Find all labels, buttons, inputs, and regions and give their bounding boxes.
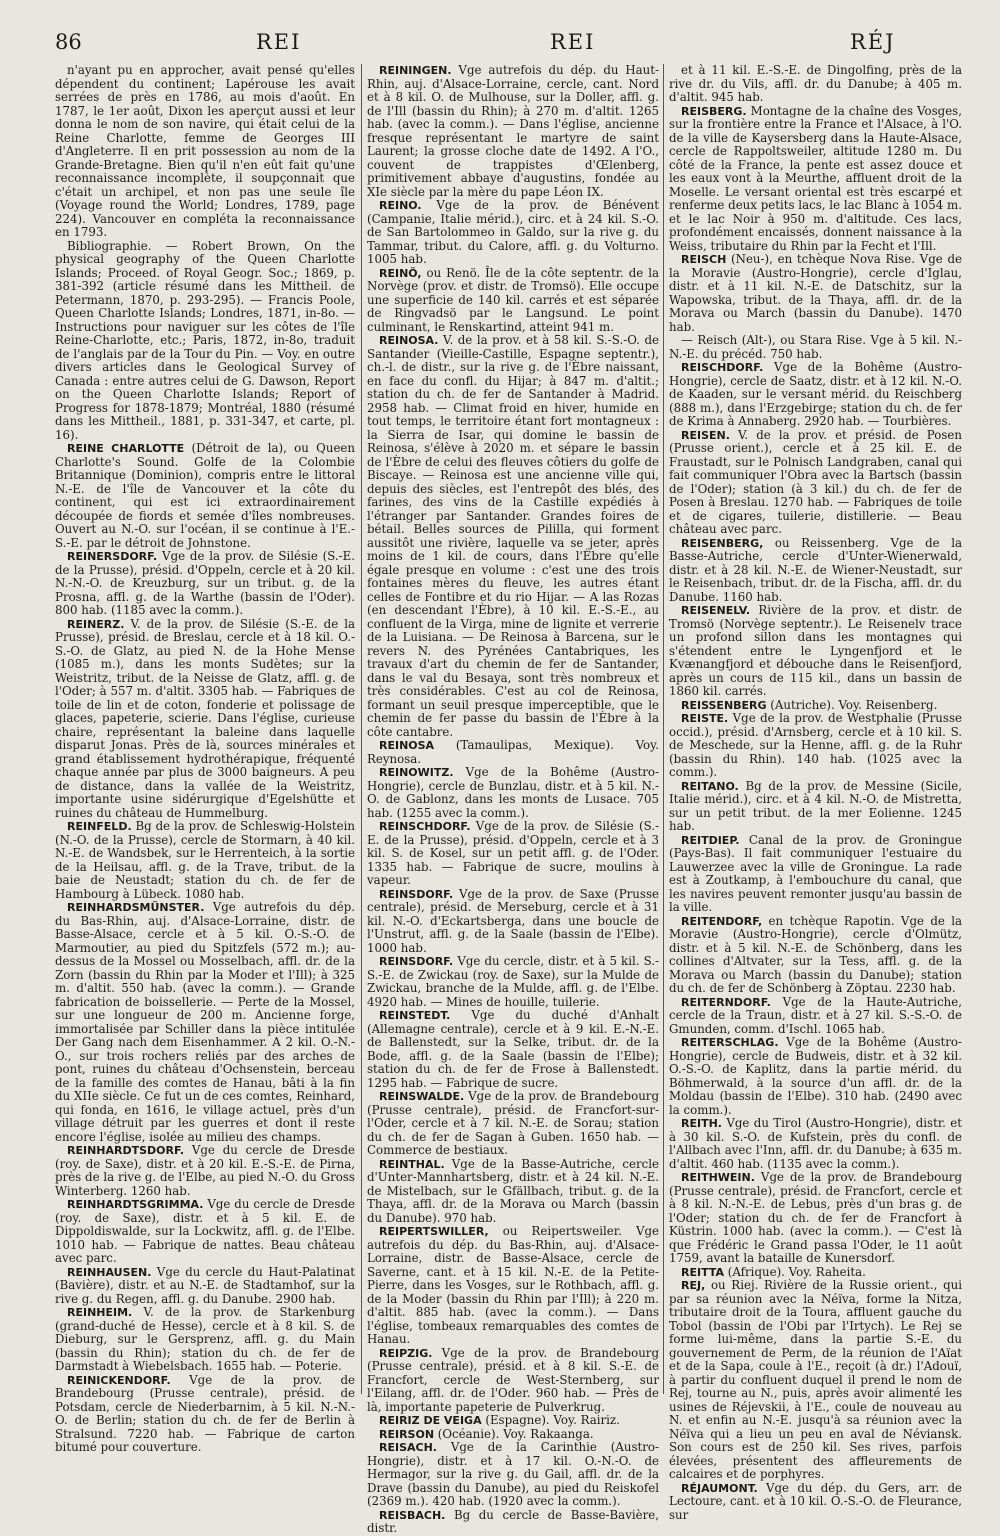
entry-headword: REISBACH. xyxy=(379,1508,446,1522)
dictionary-entry xyxy=(669,780,962,834)
entry-text: V. de la prov. et à 58 kil. S.-S.-O. de Santander (Vieille-Castille, Espagne septentr.), ch.-l. de distr., sur la rive g. de l'Èbre naissant, en face du confl. du Hijar; à 847 m. d'altit.; station du ch. de fer de Santander à Madrid. 2958 hab. — Climat froid en hiver, humide en tout temps, le territoire étant fort montagneux : la Sierra de Isar, qui domine le bassin de Reinosa, s'élève à 2020 m. et sépare le bassin de l'Èbre de celui des fleuves côtiers du golfe de Biscaye. — Reinosa est une ancienne ville qui, depuis des siècles, est l'entrepôt des blés, des farines, des vins de la Castille expédiés à l'étranger par Santander. Grandes foires de bétail. Belles sources de Pililla, qui forment aussitôt une rivière, laquelle va se jeter, après moins de 1 kil. de cours, dans l'Èbre qu'elle égale presque en volume : c'est une des trois fontaines mères du fleuve, les autres étant celles de Fontibre et du rio Hijar. — A las Rozas (en descendant l'Èbre), à 10 kil. E.-S.-E., au confluent de la Virga, mine de lignite et verrerie de la Luisiana. — De Reinosa à Barcena, sur le revers N. des Pyrénées Cantabriques, les travaux d'art du chemin de fer de Santander, dans le val du Besaya, sont très nombreux et très considérables. C'est au col de Reinosa, formant un seuil presque imperceptible, que le chemin de fer passe du bassin de l'Èbre à la côte cantabre. xyxy=(367,333,659,739)
dictionary-entry xyxy=(55,240,355,443)
dictionary-entry xyxy=(367,1009,659,1090)
entry-text: — Reisch (Alt-), ou Stara Rise. Vge à 5 kil. N.-N.-E. du précéd. 750 hab. xyxy=(669,333,962,361)
entry-headword: REINOSA xyxy=(379,739,435,752)
dictionary-entry xyxy=(367,766,659,820)
entry-headword: REINHARDTSGRIMMA. xyxy=(67,1198,204,1211)
entry-text: Vge de la prov. de Brandebourg (Prusse centrale), présid. et à 8 kil. S.-E. de Francfort, cercle de West-Sternberg, sur l'Eilang, affl. dr. de l'Oder. 960 hab. — Près de là, importante papeterie de Pulverkrug. xyxy=(367,1345,660,1414)
dictionary-entry xyxy=(367,334,659,739)
entry-headword: REISEN. xyxy=(681,428,730,442)
entry-headword: REINSDORF. xyxy=(379,955,454,968)
dictionary-entry xyxy=(367,199,659,267)
entry-headword: REITDIEP. xyxy=(681,833,740,847)
entry-headword: REITERNDORF. xyxy=(681,995,771,1009)
entry-headword: REISCHDORF. xyxy=(681,361,764,374)
entry-text: Vge du cercle de Dresde (roy. de Saxe), distr. et à 20 kil. E.-S.-E. de Pirna, près de la rive g. de l'Elbe, au pied N.-O. du Gross Winterberg. 1260 hab. xyxy=(55,1143,355,1198)
dictionary-entry xyxy=(55,64,355,240)
dictionary-entry xyxy=(669,1266,962,1280)
entry-headword: REITH. xyxy=(681,1117,722,1130)
entry-headword: REITERSCHLAG. xyxy=(681,1036,779,1049)
dictionary-entry xyxy=(367,64,659,199)
entry-text: (Tamaulipas, Mexique). Voy. Reynosa. xyxy=(367,738,660,766)
entry-text: Vge de la Basse-Autriche, cercle d'Unter-Mannhartsberg, distr. et à 24 kil. N.-E. de Mistelbach, sur le Gfällbach, tribut. g. de la Thaya, affl. dr. de la Morava ou March (bassin du Danube). 970 hab. xyxy=(367,1156,660,1225)
entry-text: (Autriche). Voy. Reisenberg. xyxy=(770,697,938,712)
dictionary-entry xyxy=(669,105,962,254)
dictionary-entry xyxy=(367,1509,659,1536)
column-right xyxy=(669,63,963,1522)
entry-headword: REINÖ, xyxy=(379,266,422,280)
entry-headword: RÉJAUMONT. xyxy=(681,1481,758,1495)
entry-text: n'ayant pu en approcher, avait pensé qu'elles dépendent du continent; Lapérouse les avait serrées de près en 1786, au mois d'août. En 1787, le 1er août, Dixon les aperçut aussi et leur donna le nom de son navire, qui était celui de la Reine Charlotte, femme de Georges III d'Angleterre. Il en prit possession au nom de la Grande-Bretagne. Bien qu'il n'en eût fait qu'une reconnaissance incomplète, il soupçonnait que c'était un archipel, et non pas une seule île (Voyage round the World; Londres, 1789, page 224). Vancouver en compléta la reconnaissance en 1793. xyxy=(55,63,355,239)
dictionary-entry xyxy=(367,1428,659,1442)
entry-headword: REISENBERG, xyxy=(681,536,764,550)
entry-headword: REIPZIG. xyxy=(379,1346,433,1360)
entry-text: ou Reipertsweiler. Vge autrefois du dép. du Bas-Rhin, auj. d'Alsace-Lorraine, distr. de Basse-Alsace, cercle de Saverne, cant. et à 15 kil. N.-E. de la Petite-Pierre, dans les Vosges, sur le Rothbach, affl. g. de la Moder (bassin du Rhin par l'Ill); à 220 m. d'altit. 885 hab. (avec la comm.). — Dans l'église, tombeaux remarquables des comtes de Hanau. xyxy=(367,1224,659,1346)
dictionary-entry xyxy=(669,1036,962,1117)
entry-headword: REINHARDSMÜNSTER. xyxy=(67,901,205,914)
entry-text: Bg de la prov. de Schleswig-Holstein (N.-O. de la Prusse), cercle de Stormarn, à 40 kil. N.-E. de Wandsbek, sur le Herrenteich, à la sortie de la Heilsau, affl. g. de la Trave, tribut. de la baie de Neustadt; station du ch. de fer de Hambourg à Lübeck. 1080 hab. xyxy=(55,819,355,901)
dictionary-entry xyxy=(55,618,355,821)
page-header xyxy=(55,30,950,60)
dictionary-entry xyxy=(367,1347,659,1415)
entry-text: Vge du Tirol (Austro-Hongrie), distr. et à 30 kil. S.-O. de Kufstein, près du confl. de l'Allbach avec l'Inn, affl. dr. du Danube; à 635 m. d'altit. 460 hab. (1135 avec la comm.). xyxy=(669,1116,962,1171)
dictionary-entry xyxy=(367,1441,659,1509)
entry-headword: REINSWALDE. xyxy=(379,1090,465,1103)
running-headword-right: RÉJ xyxy=(850,30,896,54)
dictionary-entry xyxy=(55,1144,355,1198)
dictionary-entry xyxy=(367,739,659,766)
entry-headword: REISACH. xyxy=(379,1441,437,1454)
entry-text: ou Renö. Île de la côte septentr. de la Norvège (prov. et distr. de Tromsö). Elle occupe une superficie de 140 kil. carrés et est séparée de Ringvadsö par le Langsund. Le point culminant, le Renskartind, atteint 941 m. xyxy=(367,265,660,334)
running-headword-left: REI xyxy=(256,30,302,54)
column-divider xyxy=(663,64,664,1394)
running-headword-center: REI xyxy=(550,30,596,54)
entry-headword: REINHAUSEN. xyxy=(67,1265,152,1279)
entry-headword: REISENELV. xyxy=(681,604,751,617)
dictionary-entry xyxy=(55,901,355,1144)
entry-text: Vge de la Bohême (Austro-Hongrie), cercle de Saatz, distr. et à 12 kil. N.-O. de Kaaden, sur le versant mérid. du Reischberg (888 m.), dans l'Erzgebirge; station du ch. de fer de Krima à Annaberg. 2920 hab. — Tourbières. xyxy=(669,360,963,428)
dictionary-entry xyxy=(55,1374,355,1455)
dictionary-entry xyxy=(367,267,659,335)
dictionary-entry xyxy=(367,820,659,888)
dictionary-entry xyxy=(367,955,659,1009)
entry-text: V. de la prov. de Starkenburg (grand-duché de Hesse), cercle et à 8 kil. S. de Dieburg, sur le Gersprenz, affl. g. du Main (bassin du Rhin); station du ch. de fer de Darmstadt à Wiebelsbach. 1655 hab. — Poterie. xyxy=(55,1305,356,1373)
entry-headword: REINO. xyxy=(379,199,422,212)
entry-text: Vge de la prov. de Brandebourg (Prusse centrale), présid. de Francfort-sur-l'Oder, cercle et à 7 kil. N.-E. de Sorau; station du ch. de fer de Sagan à Guben. 1650 hab. — Commerce de bestiaux. xyxy=(367,1089,660,1157)
dictionary-entry xyxy=(669,334,962,361)
entry-headword: REISBERG. xyxy=(681,104,747,118)
dictionary-entry xyxy=(669,1117,962,1171)
entry-headword: REITENDORF, xyxy=(681,914,763,928)
dictionary-entry xyxy=(669,834,962,915)
entry-headword: REINE CHARLOTTE xyxy=(67,442,185,455)
dictionary-entry xyxy=(367,888,659,956)
entry-text: ou Riej. Rivière de la Russie orient., qui par sa réunion avec la Néïva, forme la Nitza, tributaire droit de la Toura, affluent gauche du Tobol (bassin de l'Obi par l'Irtych). Le Rej se forme lui-même, dans la partie S.-E. du gouvernement de Perm, de la réunion de l'Aïat et de la Sapa, coule à l'E., reçoit (à dr.) l'Adouï, à partir du confluent duquel il prend le nom de Rej, tourne au N., puis, après avoir alimenté les usines de Réjevskii, à l'E., coule de nouveau au N. et enfin au N.-E. jusqu'à sa réunion avec la Néïva qui a lieu un peu en aval de Néviansk. Son cours est de 250 kil. Ses rives, parfois élevées, présentent des affleurements de calcaires et de porphyres. xyxy=(669,1278,962,1481)
dictionary-entry xyxy=(669,996,962,1037)
entry-headword: REITTA xyxy=(681,1265,724,1279)
entry-text: Vge du cercle de Dresde (roy. de Saxe), distr. et à 5 kil. E. de Dippoldiswalde, sur la Lockwitz, affl. g. de l'Elbe. 1010 hab. — Fabrique de nattes. Beau château avec parc. xyxy=(55,1197,355,1265)
dictionary-entry xyxy=(669,1482,962,1523)
dictionary-entry xyxy=(367,1158,659,1226)
entry-text: Vge du dép. du Gers, arr. de Lectoure, cant. et à 10 kil. O.-S.-O. de Fleurance, sur xyxy=(669,1480,962,1522)
column-divider xyxy=(361,64,362,1394)
entry-text: (Espagne). Voy. Rairiz. xyxy=(485,1413,620,1427)
entry-headword: REITHWEIN. xyxy=(681,1171,755,1184)
entry-headword: REIRIZ DE VEIGA xyxy=(379,1414,482,1427)
dictionary-entry xyxy=(669,915,962,996)
entry-text: (Neu-), en tchèque Nova Rise. Vge de la Moravie (Austro-Hongrie), cercle d'Iglau, distr. et à 11 kil. N.-E. de Datschitz, sur la Wapowska, tribut. de la Thaya, affl. dr. de la Morava ou March (bassin du Danube). 1470 hab. xyxy=(669,252,962,334)
dictionary-entry xyxy=(669,361,962,429)
entry-headword: REINSTEDT. xyxy=(379,1009,451,1022)
entry-headword: REISSENBERG xyxy=(681,698,767,712)
entry-headword: REINSDORF. xyxy=(379,887,454,901)
dictionary-entry xyxy=(55,1306,355,1374)
entry-text: V. de la prov. de Silésie (S.-E. de la Prusse), présid. de Breslau, cercle et à 18 kil. O.-S.-O. de Glatz, au pied N. de la Hohe Mense (1085 m.), dans les monts Sudètes; sur la Weistritz, tribut. de la Neisse de Glatz, affl. g. de l'Oder; à 557 m. d'altit. 3305 hab. — Fabriques de toile de lin et de coton, fonderie et polissage de glaces, papeterie, scierie. Dans l'église, curieuse chaire, représentant la baleine dans laquelle disparut Jonas. Près de là, sources minérales et grand établissement hydrothérapique, fréquenté chaque année par plus de 3000 baigneurs. A peu de distance, dans la vallée de la Weistritz, importante usine sidérurgique d'Egelshütte et ruines du château de Hummelburg. xyxy=(55,616,355,820)
entry-text: en tchèque Rapotin. Vge de la Moravie (Austro-Hongrie), cercle d'Olmütz, distr. et à 5 kil. N.-E. de Schönberg, dans les collines d'Altvater, sur la Tess, affl. g. de la Morava ou March (bassin du Danube); station du ch. de fer de Schönberg à Zöptau. 2230 hab. xyxy=(669,913,963,995)
dictionary-entry xyxy=(55,442,355,550)
entry-text: (Afrique). Voy. Raheita. xyxy=(727,1264,866,1279)
entry-headword: REINOWITZ. xyxy=(379,766,454,779)
entry-text: Vge de la prov. de Saxe (Prusse centrale), présid. de Merseburg, cercle et à 31 kil. N.-O. d'Eckartsberga, dans une boucle de l'Unstrut, affl. g. de la Saale (bassin de l'Elbe). 1000 hab. xyxy=(367,886,659,955)
entry-text: Bg du cercle de Basse-Bavière, distr. xyxy=(367,1507,659,1535)
entry-text: Vge de la prov. de Westphalie (Prusse occid.), présid. d'Arnsberg, cercle et à 10 kil. S. de Meschede, sur la Henne, affl. g. de la Ruhr (bassin du Rhin). 140 hab. (1025 avec la comm.). xyxy=(669,711,962,779)
entry-text: Vge de la prov. de Silésie (S.-E. de la Prusse), présid. d'Oppeln, cercle et à 20 kil. N.-N.-O. de Kreuzburg, sur un tribut. g. de la Prosna, affl. g. de la Warthe (bassin de l'Oder). 800 hab. (1185 avec la comm.). xyxy=(55,549,355,617)
entry-text: (Océanie). Voy. Rakaanga. xyxy=(437,1426,594,1441)
entry-text: Montagne de la chaîne des Vosges, sur la frontière entre la France et l'Alsace, à l'O. de la ville de Kaysersberg dans la Haute-Alsace, cercle de Rappoltsweiler, altitude 1280 m. Du côté de la France, la pente est assez douce et les eaux vont à la Meurthe, affluent droit de la Moselle. Le versant oriental est très escarpé et renferme deux petits lacs, le lac Blanc à 1054 m. et le lac Noir à 950 m. d'altitude. Ces lacs, profondément encaissés, donnent naissance à la Weiss, tributaire du Rhin par la Fecht et l'Ill. xyxy=(669,103,962,253)
dictionary-entry xyxy=(367,1414,659,1428)
dictionary-entry xyxy=(669,64,962,105)
entry-headword: REINHARDTSDORF. xyxy=(67,1144,185,1157)
entry-text: ou Reissenberg. Vge de la Basse-Autriche, cercle d'Unter-Wienerwald, distr. et à 28 kil. N.-E. de Wiener-Neustadt, sur le Reisenbach, tribut. dr. de la Fischa, affl. dr. du Danube. 1160 hab. xyxy=(669,535,962,604)
entry-text: Rivière de la prov. et distr. de Tromsö (Norvège septentr.). Le Reisenelv trace un profond sillon dans les montagnes qui s'étendent entre le Lyngenfjord et le Kvænangfjord et débouche dans le Reisenfjord, après un cours de 115 kil., dans un bassin de 1860 kil. carrés. xyxy=(669,603,962,698)
entry-text: et à 11 kil. E.-S.-E. de Dingolfing, près de la rive dr. du Vils, affl. dr. du Danube; à 405 m. d'altit. 945 hab. xyxy=(669,63,962,104)
entry-text: Canal de la prov. de Groningue (Pays-Bas). Il fait communiquer l'estuaire du Lauwerzee avec la ville de Groningue. La rade est à Zoutkamp, à l'embouchure du canal, que les navires peuvent remonter jusqu'au bassin de la ville. xyxy=(669,832,962,914)
entry-text: Bg de la prov. de Messine (Sicile, Italie mérid.), circ. et à 4 kil. N.-O. de Mistretta, sur un petit tribut. de la mer Eolienne. 1245 hab. xyxy=(669,778,962,833)
entry-text: Vge de la Carinthie (Austro-Hongrie), distr. et à 17 kil. O.-N.-O. de Hermagor, sur la rive g. du Gail, affl. dr. de la Drave (bassin du Danube), au pied du Reiskofel (2369 m.). 420 hab. (1920 avec la comm.). xyxy=(367,1440,659,1508)
entry-text: Vge du duché d'Anhalt (Allemagne centrale), cercle et à 9 kil. E.-N.-E. de Ballenstedt, sur la Selke, tribut. dr. de la Bode, affl. g. de la Saale (bassin de l'Elbe); station du ch. de fer de Frose à Ballenstedt. 1295 hab. — Fabrique de sucre. xyxy=(367,1008,660,1090)
page-number: 86 xyxy=(55,30,82,54)
entry-text: Vge autrefois du dép. du Haut-Rhin, auj. d'Alsace-Lorraine, cercle, cant. Nord et à 8 kil. O. de Mulhouse, sur la Doller, affl. g. de l'Ill (bassin du Rhin); à 270 m. d'altit. 1265 hab. (avec la comm.). — Dans l'église, ancienne fresque représentant le martyre de saint Laurent; la grosse cloche date de 1492. A l'O., couvent de trappistes d'Œlenberg, primitivement abbaye d'augustins, fondée au XIe siècle par la mère du pape Léon IX. xyxy=(367,63,660,199)
entry-text: Vge de la Bohême (Austro-Hongrie), cercle de Bunzlau, distr. et à 5 kil. N.-O. de Gablonz, dans les monts de Lusace. 705 hab. (1255 avec la comm.). xyxy=(367,765,659,820)
entry-text: Vge de la Haute-Autriche, cercle de la Traun, distr. et à 27 kil. S.-S.-O. de Gmunden, comm. d'Ischl. 1065 hab. xyxy=(669,994,963,1036)
column-left xyxy=(55,63,356,1454)
dictionary-entry xyxy=(55,550,355,618)
dictionary-entry xyxy=(367,1225,659,1347)
entry-text: Vge de la Bohême (Austro-Hongrie), cercle de Budweis, distr. et à 32 kil. O.-S.-O. de Kaplitz, dans la partie mérid. du Böhmerwald, à la source d'un affl. dr. de la Moldau (bassin de l'Elbe). 310 hab. (2490 avec la comm.). xyxy=(669,1035,962,1117)
entry-headword: REINTHAL. xyxy=(379,1157,445,1171)
entry-text: Vge de la prov. de Bénévent (Campanie, Italie mérid.), circ. et à 24 kil. S.-O. de San Bartolommeo in Galdo, sur la rive g. du Tammar, tribut. du Calore, affl. g. du Volturno. 1005 hab. xyxy=(367,198,659,266)
entry-text: V. de la prov. et présid. de Posen (Prusse orient.), cercle et à 25 kil. E. de Fraustadt, sur le Polnisch Landgraben, canal qui fait communiquer l'Obra avec la Bartsch (bassin de l'Oder); station (à 3 kil.) du ch. de fer de Posen à Breslau. 1270 hab. — Fabriques de toile et de cigares, tuilerie, distillerie. — Beau château avec parc. xyxy=(669,427,962,536)
entry-text: (Détroit de la), ou Queen Charlotte's Sound. Golfe de la Colombie Britannique (Dominion), compris entre le littoral N.-E. de l'île de Vancouver et la côte du continent, qui est ici extraordinairement découpée de fiords et semée d'îles nombreuses. Ouvert au N.-O. sur l'océan, il se continue à l'E.-S.-E. par le détroit de Johnstone. xyxy=(55,441,356,550)
entry-headword: REJ, xyxy=(681,1279,706,1292)
dictionary-entry xyxy=(669,699,962,713)
entry-text: Vge de la prov. de Brandebourg (Prusse centrale), présid. de Francfort, cercle et à 8 kil. N.-N.-E. de Lebus, près d'un bras g. de l'Oder; station du ch. de fer de Francfort à Küstrin. 1000 hab. (avec la comm.). — C'est là que Frédéric le Grand passa l'Oder, le 11 août 1759, avant la bataille de Kunersdorf. xyxy=(669,1170,963,1265)
entry-headword: REIPERTSWILLER, xyxy=(379,1225,489,1238)
entry-headword: REIRSON xyxy=(379,1427,435,1441)
entry-text: Bibliographie. — Robert Brown, On the physical geography of the Queen Charlotte Islands; Proceed. of Royal Geogr. Soc.; 1869, p. 381-392 (article résumé dans les Mittheil. de Petermann, 1870, p. 293-295). — Francis Poole, Queen Charlotte Islands; Londres, 1871, in-8o. — Instructions pour naviguer sur les côtes de l'île Reine-Charlotte, etc.; Paris, 1872, in-8o, traduit de l'anglais par de la Tour du Pin. — Voy. en outre divers articles dans le Geological Survey of Canada : entre autres celui de G. Dawson, Report on the Queen Charlotte Islands; Report of Progress for 1878-1879; Montréal, 1880 (résumé dans les Mittheil., 1881, p. 331-347, et carte, pl. 16). xyxy=(55,238,355,442)
entry-text: Vge de la prov. de Silésie (S.-E. de la Prusse), présid. d'Oppeln, cercle et à 3 kil. S. de Kosel, sur un petit affl. g. de l'Oder. 1335 hab. — Fabrique de sucre, moulins à vapeur. xyxy=(367,819,659,887)
dictionary-entry xyxy=(669,1171,962,1266)
dictionary-entry xyxy=(669,712,962,780)
entry-headword: REINOSA. xyxy=(379,334,439,347)
dictionary-entry xyxy=(367,1090,659,1158)
entry-headword: REININGEN. xyxy=(379,64,452,77)
dictionary-entry xyxy=(669,537,962,605)
entry-headword: REINERSDORF. xyxy=(67,550,158,563)
entry-headword: REISTE. xyxy=(681,712,729,725)
entry-text: Vge de la prov. de Brandebourg (Prusse centrale), présid. de Potsdam, cercle de Niederbarnim, à 5 kil. N.-N.-O. de Berlin; station du ch. de fer de Berlin à Stralsund. 7220 hab. — Fabrique de carton bitumé pour couverture. xyxy=(55,1372,355,1454)
entry-text: Vge autrefois du dép. du Bas-Rhin, auj. d'Alsace-Lorraine, distr. de Basse-Alsace, cercle et à 5 kil. O.-S.-O. de Marmoutier, au pied du Spitzfels (572 m.); au-dessus de la Mossel ou Mosselbach, affl. dr. de la Zorn (bassin du Rhin par la Moder et l'Ill); à 325 m. d'altit. 550 hab. (avec la comm.). — Grande fabrication de boissellerie. — Perte de la Mossel, sur une longueur de 200 m. Ancienne forge, immortalisée par Schiller dans la pièce intitulée Der Gang nach dem Eisenhammer. A 2 kil. O.-N.-O., sur trois rochers reliés par des arches de pont, ruines du château d'Ochsenstein, berceau de la famille des comtes de Hanau, bâti à la fin du XIIe siècle. Ce fut un de ces comtes, Reinhard, qui fonda, en 1616, le village actuel, près d'un village détruit par les guerres et dont il reste encore l'église, isolée au milieu des champs. xyxy=(55,900,356,1144)
entry-headword: REINHEIM. xyxy=(67,1306,133,1319)
text-columns xyxy=(55,63,963,1535)
entry-headword: REINERZ. xyxy=(67,617,125,631)
dictionary-entry xyxy=(669,604,962,699)
entry-headword: REISCH xyxy=(681,253,727,266)
dictionary-entry xyxy=(669,1279,962,1482)
entry-headword: REINSCHDORF. xyxy=(379,820,471,833)
dictionary-entry xyxy=(669,253,962,334)
dictionary-entry xyxy=(669,429,962,537)
dictionary-entry xyxy=(55,820,355,901)
dictionary-entry xyxy=(55,1198,355,1266)
column-middle xyxy=(367,63,660,1535)
entry-headword: REINICKENDORF. xyxy=(67,1373,171,1387)
entry-text: Vge du cercle du Haut-Palatinat (Bavière), distr. et au N.-E. de Stadtamhof, sur la rive g. du Regen, affl. g. du Danube. 2900 hab. xyxy=(55,1264,356,1306)
entry-text: Vge du cercle, distr. et à 5 kil. S.-S.-E. de Zwickau (roy. de Saxe), sur la Mulde de Zwickau, branche de la Mulde, affl. g. de l'Elbe. 4920 hab. — Mines de houille, tuilerie. xyxy=(367,954,660,1009)
entry-headword: REINFELD. xyxy=(67,820,132,833)
entry-headword: REITANO. xyxy=(681,779,739,793)
dictionary-entry xyxy=(55,1266,355,1307)
